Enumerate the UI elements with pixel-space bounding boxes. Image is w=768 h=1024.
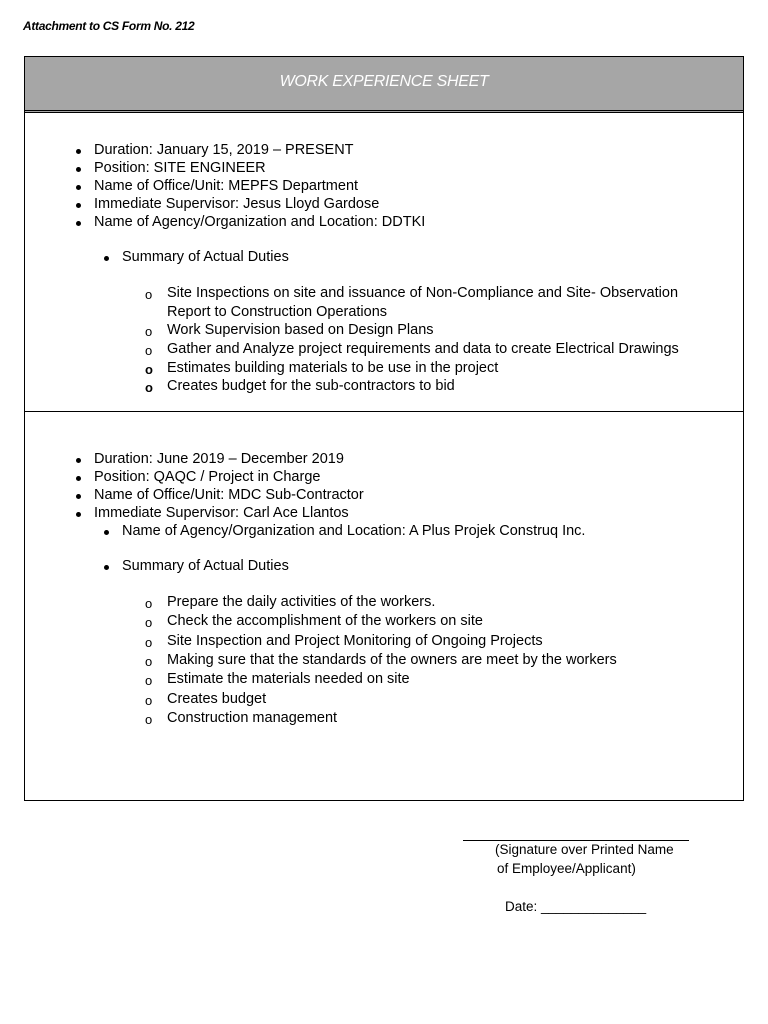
entry1-duty-3: Gather and Analyze project requirements and data to create Electrical Drawings [167,341,679,357]
entry2-duty-6: Creates budget [167,691,267,707]
duty-bullet: o [145,596,153,611]
duty-bullet: o [145,693,153,708]
entry1-supervisor: Immediate Supervisor: Jesus Lloyd Gardose [94,196,380,212]
entry1-office: Name of Office/Unit: MEPFS Department [94,178,359,194]
signature-line [463,840,689,841]
duty-bullet: o [145,362,153,377]
entry2-office: Name of Office/Unit: MDC Sub-Contractor [94,487,364,503]
signature-caption-1: (Signature over Printed Name [495,842,674,857]
entry1-agency: Name of Agency/Organization and Location: DDTKI [94,214,426,230]
sheet-title: WORK EXPERIENCE SHEET [279,73,489,90]
entry2-duty-5: Estimate the materials needed on site [167,671,410,687]
entry1-duty-1-cont: Report to Construction Operations [167,304,388,320]
entry2-duty-7: Construction management [167,710,338,726]
entry2-duty-3: Site Inspection and Project Monitoring of Ongoing Projects [167,633,543,649]
duty-bullet: o [145,343,153,358]
entry2-summary-label: Summary of Actual Duties [122,558,289,574]
duty-bullet: o [145,287,153,302]
entry1-duty-5: Creates budget for the sub-contractors to bid [167,378,455,394]
entry2-duty-2: Check the accomplishment of the workers on site [167,613,483,629]
duty-bullet: o [145,615,153,630]
entry2-duration: Duration: June 2019 – December 2019 [94,451,344,467]
duty-bullet: o [145,654,153,669]
entry2-duty-4: Making sure that the standards of the owners are meet by the workers [167,652,617,668]
duty-bullet: o [145,380,153,395]
duty-bullet: o [145,324,153,339]
entry1-duty-1: Site Inspections on site and issuance of Non-Compliance and Site- Observation [167,285,679,301]
entry1-duration: Duration: January 15, 2019 – PRESENT [94,142,354,158]
entry2-supervisor: Immediate Supervisor: Carl Ace Llantos [94,505,349,521]
sheet-header [25,57,743,113]
duty-bullet: o [145,673,153,688]
entry1-duty-2: Work Supervision based on Design Plans [167,322,434,338]
attachment-label: Attachment to CS Form No. 212 [23,19,195,33]
entry1-position: Position: SITE ENGINEER [94,160,266,176]
entry1-summary-label: Summary of Actual Duties [122,249,289,265]
signature-caption-2: of Employee/Applicant) [497,861,636,876]
entry2-position: Position: QAQC / Project in Charge [94,469,321,485]
entry2-duty-1: Prepare the daily activities of the workers. [167,594,436,610]
duty-bullet: o [145,712,153,727]
date-field: Date: ______________ [505,899,647,914]
entry2-agency: Name of Agency/Organization and Location: A Plus Projek Construq Inc. [122,523,586,539]
duty-bullet: o [145,635,153,650]
entry-divider [25,411,743,412]
entry1-duty-4: Estimates building materials to be use in the project [167,360,499,376]
